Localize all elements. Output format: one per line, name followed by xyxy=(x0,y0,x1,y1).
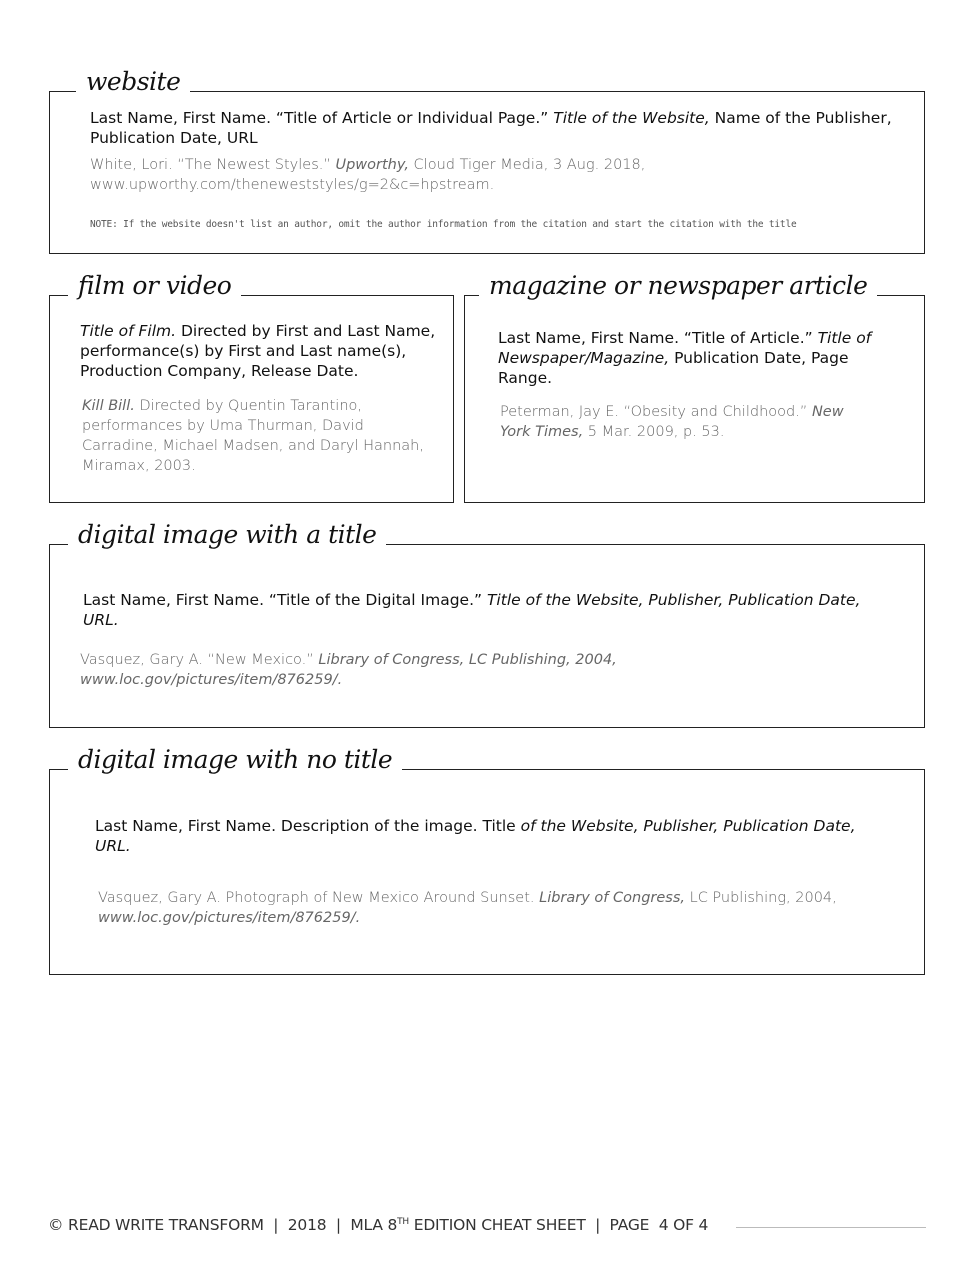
image-with-title-example xyxy=(80,650,680,690)
magazine-format xyxy=(498,328,888,388)
website-example-italic: Upworthy, xyxy=(335,157,409,173)
film-example-text: Directed by Quentin Tarantino, performances by Uma Thurman, David Carradine, Michael Madsen, and Daryl Hannah, Miramax, 2003. xyxy=(82,398,424,474)
film-section xyxy=(49,271,454,503)
website-format-italic: Title of the Website, xyxy=(553,109,710,127)
image-no-title-example xyxy=(98,888,868,928)
website-example-text: White, Lori. “The Newest Styles.” xyxy=(90,157,336,173)
film-format-text: Directed by First and Last Name, performance(s) by First and Last name(s), Production Company, Release Date. xyxy=(80,322,436,380)
image-with-title-format-text: Last Name, First Name. “Title of the Digital Image.” xyxy=(83,591,487,609)
image-no-title-format-italic: of the Website, Publisher, Publication Date, URL. xyxy=(95,817,856,855)
footer-separator: | xyxy=(263,1216,288,1234)
image-with-title-section xyxy=(49,520,925,728)
magazine-example-text: Peterman, Jay E. “Obesity and Childhood.” xyxy=(500,404,812,420)
magazine-heading: magazine or newspaper article xyxy=(479,270,877,302)
magazine-format-text-2: Publication Date, Page Range. xyxy=(498,349,849,387)
image-with-title-example-italic: Library of Congress, LC Publishing, 2004, www.loc.gov/pictures/item/876259/. xyxy=(80,652,617,688)
image-no-title-heading: digital image with no title xyxy=(68,744,402,776)
footer-separator: | xyxy=(326,1216,351,1234)
image-with-title-heading: digital image with a title xyxy=(68,519,386,551)
website-format-text-2: Name of the Publisher, Publication Date, URL xyxy=(90,109,892,147)
film-example xyxy=(82,396,434,476)
image-no-title-format xyxy=(95,816,885,856)
image-with-title-example-text: Vasquez, Gary A. “New Mexico.” xyxy=(80,652,319,668)
footer-separator: | xyxy=(585,1216,610,1234)
magazine-section xyxy=(464,271,925,503)
image-no-title-format-text: Last Name, First Name. Description of the image. Title xyxy=(95,817,521,835)
footer-divider xyxy=(736,1227,926,1228)
film-example-italic: Kill Bill. xyxy=(82,398,135,414)
footer-edition: MLA 8 xyxy=(350,1216,398,1234)
image-no-title-section xyxy=(49,745,925,975)
footer-copyright: © READ WRITE TRANSFORM xyxy=(48,1216,264,1234)
website-section xyxy=(49,67,925,254)
website-note: NOTE: If the website doesn't list an author, omit the author information from the citation and start the citation with the title xyxy=(90,219,797,230)
image-with-title-format xyxy=(83,590,873,630)
image-no-title-example-text-2: LC Publishing, 2004, xyxy=(685,890,837,906)
website-heading: website xyxy=(76,66,190,98)
magazine-format-italic: Title of Newspaper/Magazine, xyxy=(498,329,872,367)
image-no-title-example-italic: Library of Congress, xyxy=(539,890,685,906)
film-format xyxy=(80,321,442,381)
website-format xyxy=(90,108,910,148)
website-format-text: Last Name, First Name. “Title of Article or Individual Page.” xyxy=(90,109,554,127)
image-with-title-format-italic: Title of the Website, Publisher, Publication Date, URL. xyxy=(83,591,861,629)
website-example-text-2: Cloud Tiger Media, 3 Aug. 2018, www.upworthy.com/theneweststyles/g=2&c=hpstream. xyxy=(90,157,646,193)
film-format-italic: Title of Film. xyxy=(80,322,177,340)
image-no-title-example-italic-2: www.loc.gov/pictures/item/876259/. xyxy=(98,910,361,926)
magazine-example-text-2: 5 Mar. 2009, p. 53. xyxy=(583,424,725,440)
footer-edition-superscript: TH xyxy=(397,1216,409,1227)
footer-edition-rest: EDITION CHEAT SHEET xyxy=(409,1216,586,1234)
website-example xyxy=(90,155,690,195)
footer xyxy=(48,1216,708,1234)
magazine-example-italic: New York Times, xyxy=(500,404,844,440)
film-heading: film or video xyxy=(68,270,241,302)
magazine-format-text: Last Name, First Name. “Title of Article.” xyxy=(498,329,818,347)
magazine-example xyxy=(500,402,860,442)
footer-year: 2018 xyxy=(287,1216,327,1234)
image-no-title-example-text: Vasquez, Gary A. Photograph of New Mexico Around Sunset. xyxy=(98,890,540,906)
footer-page-number: PAGE 4 OF 4 xyxy=(609,1216,709,1234)
